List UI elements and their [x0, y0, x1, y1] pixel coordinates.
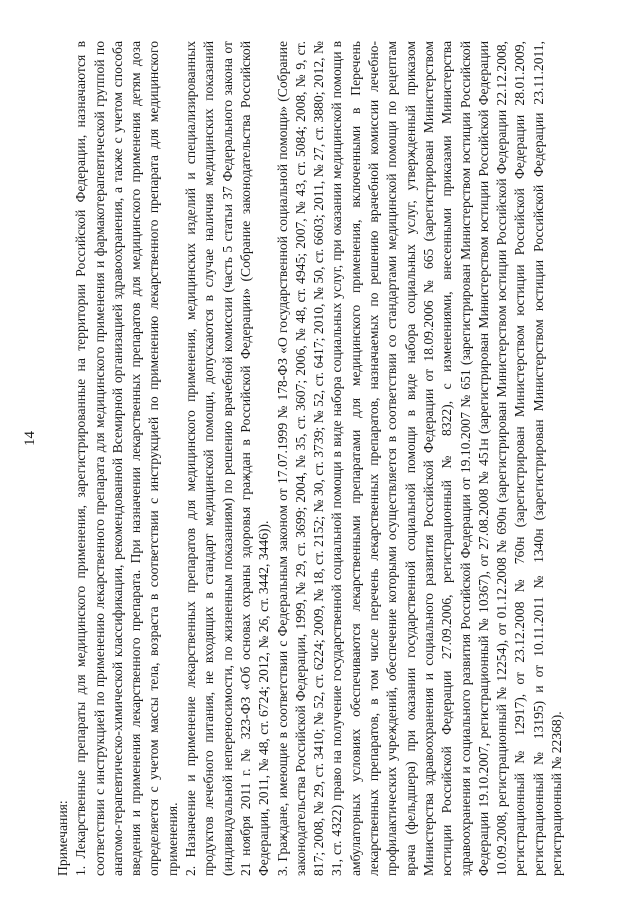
note-3: 3. Граждане, имеющие в соответствии с Федеральным законом от 17.07.1999 № 178-ФЗ «О государственной социальной помощи» (Собрание законодательства Российской Федерации, 1999, № 29, ст. 3699; 2004, № 35, ст. 3607; 2006, № 48, ст. 4945; 2007, № 43, ст. 5084; 2008, № 9, ст. 817; 2008, № 29, ст. 3410; № 52, ст. 6224; 2009, № 18, ст. 2152; № 30, ст. 3739; № 52, ст. 6417; 2010, № 50, ст. 6603; 2011, № 27, ст. 3880; 2012, № 31, ст. 4322) право на получение государственной социальной помощи в виде набора социальных услуг, при оказании медицинской помощи в амбулаторных условиях обеспечиваются лекарственными препаратами для медицинского применения, включенными в Перечень лекарственных препаратов, в том числе перечень лекарственных препаратов, назначаемых по решению врачебной комиссии лечебно-профилактических учреждений, обеспечение которыми осуществляется в соответствии со стандартами медицинской помощи по рецептам врача (фельдшера) при оказании государственной социальной помощи в виде набора социальных услуг, утвержденный приказом Министерства здравоохранения и социального развития Российской Федерации от 18.09.2006 № 665 (зарегистрирован Министерством юстиции Российской Федерации 27.09.2006, регистрационный № 8322), с изменениями, внесенными приказами Министерства здравоохранения и социального развития Российской Федерации от 19.10.2007 № 651 (зарегистрирован Министерством юстиции Российской Федерации 19.10.2007, регистрационный № 10367), от 27.08.2008 № 451н (зарегистрирован Министерством юстиции Российской Федерации 10.09.2008, регистрационный № 12254), от 01.12.2008 № 690н (зарегистрирован Министерством юстиции Российской Федерации 22.12.2008, регистрационный № 12917), от 23.12.2008 № 760н (зарегистрирован Министерством юстиции Российской Федерации 28.01.2009, регистрационный № 13195) и от 10.11.2011 № 1340н (зарегистрирован Министерством юстиции Российской Федерации 23.11.2011, регистрационный № 22368).: [274, 41, 565, 876]
page-number: 14: [22, 431, 38, 446]
note-2: 2. Назначение и применение лекарственных препаратов для медицинского применения, медицинских изделий и специализированных продуктов лечебного питания, не входящих в стандарт медицинской помощи, допускаются в случае наличия медицинских показаний (индивидуальной непереносимости, по жизненным показаниям) по решению врачебной комиссии (часть 5 статьи 37 Федерального закона от 21 ноября 2011 г. № 323-ФЗ «Об основах охраны здоровья граждан в Российской Федерации» (Собрание законодательства Российской Федерации, 2011, № 48, ст. 6724; 2012, № 26, ст. 3442, 3446)).: [183, 41, 272, 876]
note-1: 1. Лекарственные препараты для медицинского применения, зарегистрированные на территории Российской Федерации, назначаются в соответствии с инструкцией по применению лекарственного препарата для медицинского применения и фармакотерапевтической группой по анатомо-терапевтическо-химической классификации, рекомендованной Всемирной организацией здравоохранения, а также с учетом способа введения и применения лекарственного препарата. При назначении лекарственных препаратов для медицинского применения детям доза определяется с учетом массы тела, возраста в соответствии с инструкцией по применению лекарственного препарата для медицинского применения.: [73, 41, 180, 876]
notes-section: [54, 41, 594, 876]
notes-heading: Примечания:: [55, 800, 70, 876]
